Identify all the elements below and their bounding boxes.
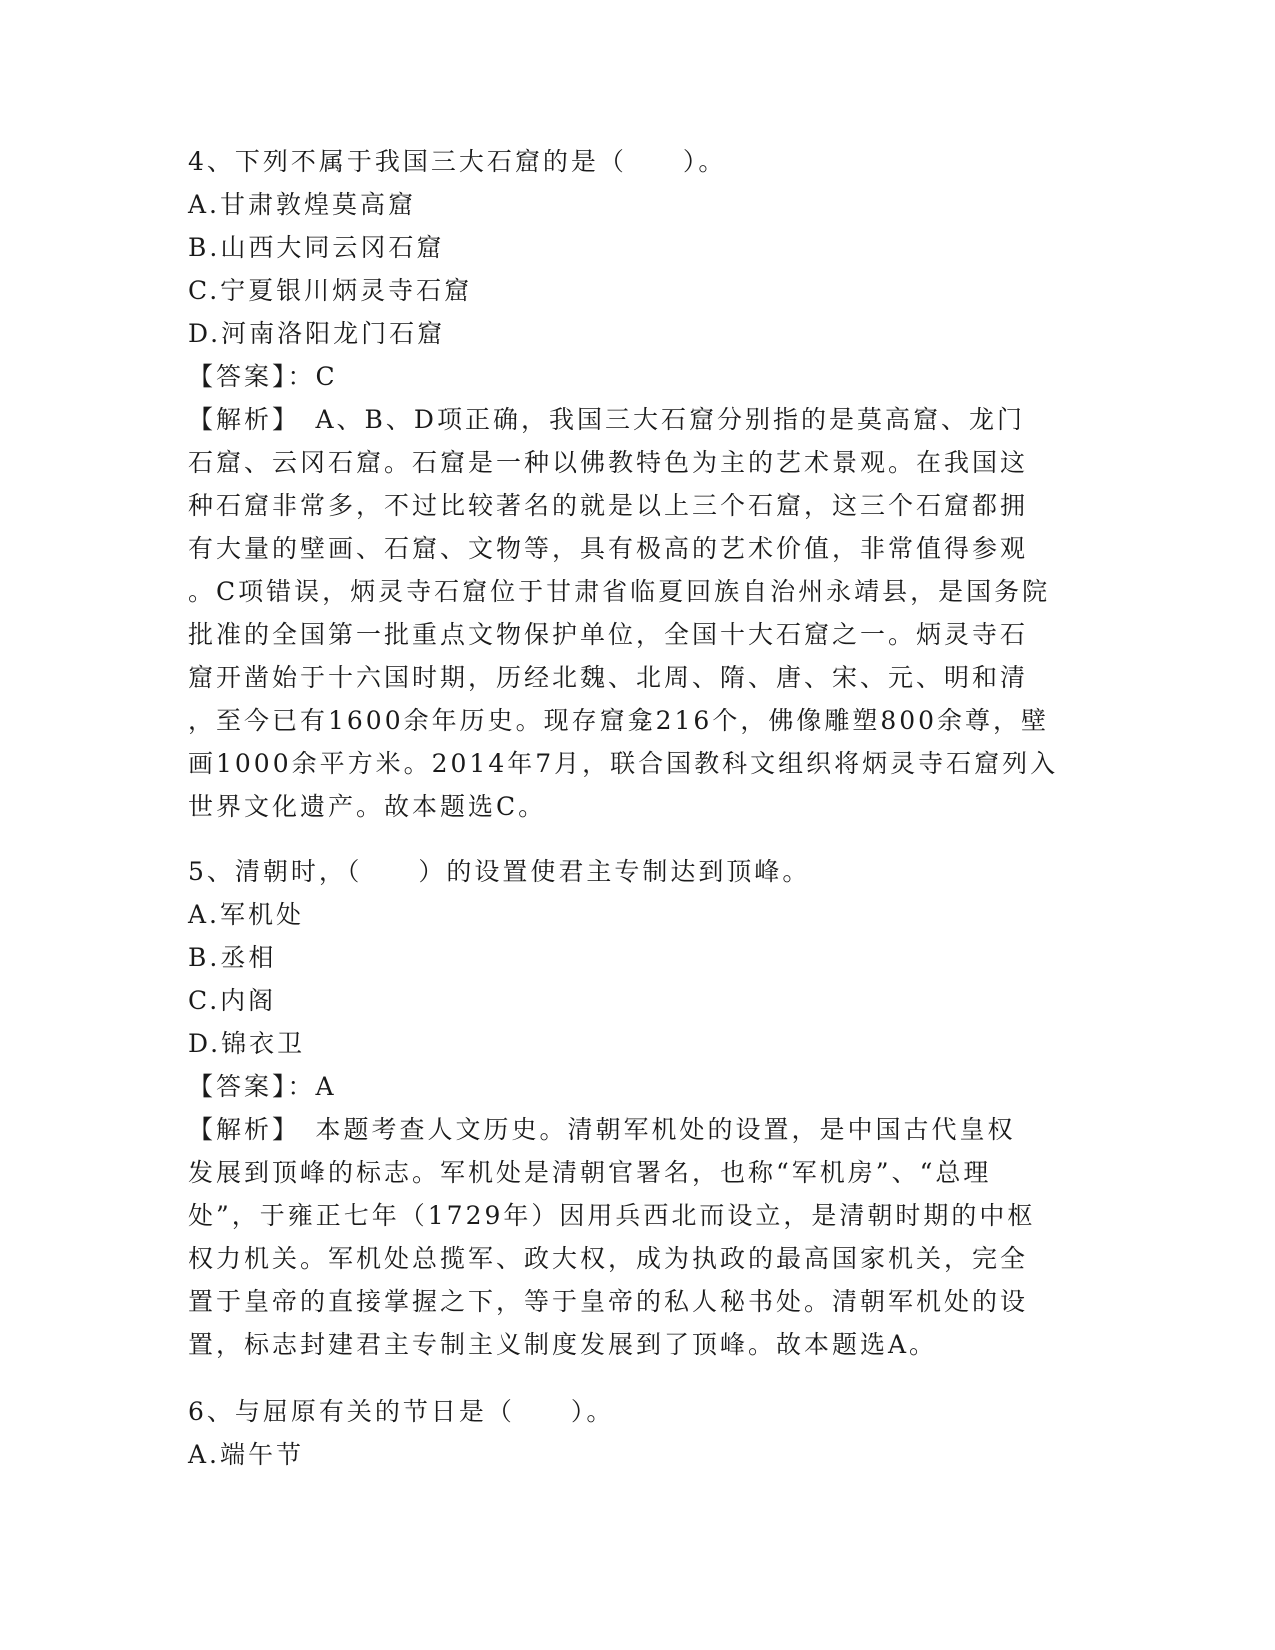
- option-a: A.军机处: [188, 900, 305, 929]
- analysis-line: 世界文化遗产。故本题选C。: [188, 792, 547, 821]
- option-c: C.宁夏银川炳灵寺石窟: [188, 276, 473, 305]
- analysis-line: 种石窟非常多，不过比较著名的就是以上三个石窟，这三个石窟都拥: [188, 491, 1029, 520]
- analysis-line: 石窟、云冈石窟。石窟是一种以佛教特色为主的艺术景观。在我国这: [188, 448, 1029, 477]
- analysis-line: 处”，于雍正七年（1729年）因用兵西北而设立，是清朝时期的中枢: [188, 1201, 1036, 1230]
- analysis: [188, 398, 1088, 828]
- question-stem: 4、下列不属于我国三大石窟的是（ ）。: [188, 147, 727, 176]
- analysis-line: 。C项错误，炳灵寺石窟位于甘肃省临夏回族自治州永靖县，是国务院: [188, 577, 1051, 606]
- option-d: D.锦衣卫: [188, 1029, 306, 1058]
- question-stem: 6、与屈原有关的节日是（ ）。: [188, 1397, 615, 1426]
- option-d: D.河南洛阳龙门石窟: [188, 319, 446, 348]
- analysis: [188, 1108, 1088, 1366]
- analysis-line: 【解析】 A、B、D项正确，我国三大石窟分别指的是莫高窟、龙门: [188, 405, 1025, 434]
- option-b: B.丞相: [188, 943, 277, 972]
- analysis-line: ，至今已有1600余年历史。现存窟龛216个，佛像雕塑800余尊，壁: [188, 706, 1050, 735]
- analysis-line: 批准的全国第一批重点文物保护单位，全国十大石窟之一。炳灵寺石: [188, 620, 1029, 649]
- analysis-line: 窟开凿始于十六国时期，历经北魏、北周、隋、唐、宋、元、明和清: [188, 663, 1029, 692]
- option-b: B.山西大同云冈石窟: [188, 233, 445, 262]
- question-stem: 5、清朝时，（ ）的设置使君主专制达到顶峰。: [188, 857, 811, 886]
- analysis-line: 发展到顶峰的标志。军机处是清朝官署名，也称“军机房”、“总理: [188, 1158, 992, 1187]
- option-a: A.端午节: [188, 1440, 305, 1469]
- analysis-line: 置，标志封建君主专制主义制度发展到了顶峰。故本题选A。: [188, 1330, 938, 1359]
- analysis-line: 【解析】 本题考查人文历史。清朝军机处的设置，是中国古代皇权: [188, 1115, 1016, 1144]
- question-6: [188, 1390, 1088, 1476]
- analysis-line: 置于皇帝的直接掌握之下，等于皇帝的私人秘书处。清朝军机处的设: [188, 1287, 1029, 1316]
- answer: 【答案】：C: [188, 362, 338, 391]
- question-5: [188, 850, 1088, 1366]
- option-c: C.内阁: [188, 986, 277, 1015]
- analysis-line: 画1000余平方米。2014年7月，联合国教科文组织将炳灵寺石窟列入: [188, 749, 1059, 778]
- option-a: A.甘肃敦煌莫高窟: [188, 190, 417, 219]
- analysis-line: 权力机关。军机处总揽军、政大权，成为执政的最高国家机关，完全: [188, 1244, 1029, 1273]
- question-4: [188, 140, 1088, 828]
- answer: 【答案】：A: [188, 1072, 337, 1101]
- analysis-line: 有大量的壁画、石窟、文物等，具有极高的艺术价值，非常值得参观: [188, 534, 1029, 563]
